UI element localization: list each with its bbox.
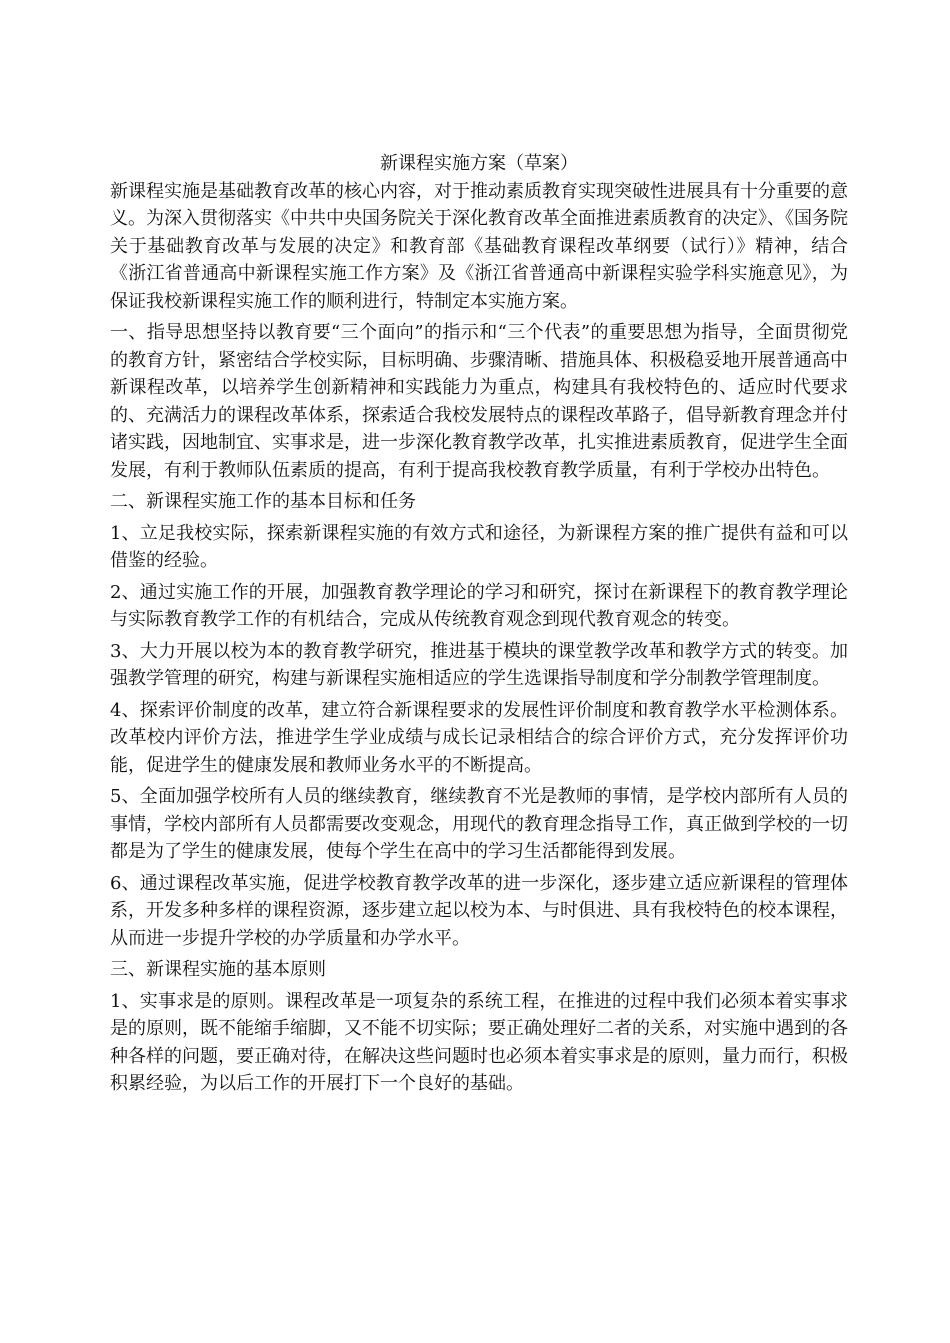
goal-item: 3、大力开展以校为本的教育教学研究，推进基于模块的课堂教学改革和教学方式的转变。加强教学管理的研究，构建与新课程实施相适应的学生选课指导制度和学分制教学管理制度。 [110, 640, 848, 689]
goal-item: 4、探索评价制度的改革，建立符合新课程要求的发展性评价制度和教育教学水平检测体系。改革校内评价方法，推进学生学业成绩与成长记录相结合的综合评价方式，充分发挥评价功能，促进学生的健康发展和教师业务水平的不断提高。 [110, 699, 848, 776]
section-heading-goals: 二、新课程实施工作的基本目标和任务 [110, 491, 416, 512]
goal-item: 5、全面加强学校所有人员的继续教育，继续教育不光是教师的事情，是学校内部所有人员的事情，学校内部所有人员都需要改变观念，用现代的教育理念指导工作，真正做到学校的一切都是为了学生的健康发展，使每个学生在高中的学习生活都能得到发展。 [110, 786, 848, 862]
goal-item: 2、通过实施工作的开展，加强教育教学理论的学习和研究，探讨在新课程下的教育教学理论与实际教育教学工作的有机结合，完成从传统教育观念到现代教育观念的转变。 [110, 581, 848, 630]
document-body [110, 150, 848, 1102]
section-guiding-ideology: 一、指导思想坚持以教育要“三个面向”的指示和“三个代表”的重要思想为指导，全面贯彻党的教育方针，紧密结合学校实际，目标明确、步骤清晰、措施具体、积极稳妥地开展普通高中新课程改革，以培养学生创新精神和实践能力为重点，构建具有我校特色的、适应时代要求的、充满活力的课程改革体系，探索适合我校发展特点的课程改革路子，倡导新教育理念并付诸实践，因地制宜、实事求是，进一步深化教育教学改革，扎实推进素质教育，促进学生全面发展，有利于教师队伍素质的提高，有利于提高我校教育教学质量，有利于学校办出特色。 [110, 322, 848, 481]
section-heading-principles: 三、新课程实施的基本原则 [110, 959, 326, 980]
intro-paragraph: 新课程实施是基础教育改革的核心内容，对于推动素质教育实现突破性进展具有十分重要的意义。为深入贯彻落实《中共中央国务院关于深化教育改革全面推进素质教育的决定》、《国务院关于基础教育改革与发展的决定》和教育部《基础教育课程改革纲要（试行）》精神，结合《浙江省普通高中新课程实施工作方案》及《浙江省普通高中新课程实验学科实施意见》，为保证我校新课程实施工作的顺利进行，特制定本实施方案。 [110, 180, 848, 312]
goal-item: 1、立足我校实际，探索新课程实施的有效方式和途径，为新课程方案的推广提供有益和可以借鉴的经验。 [110, 522, 848, 571]
principle-item: 1、实事求是的原则。课程改革是一项复杂的系统工程，在推进的过程中我们必须本着实事求是的原则，既不能缩手缩脚，又不能不切实际；要正确处理好二者的关系，对实施中遇到的各种各样的问题，要正确对待，在解决这些问题时也必须本着实事求是的原则，量力而行，积极积累经验，为以后工作的开展打下一个良好的基础。 [110, 990, 848, 1094]
document-title: 新课程实施方案（草案） [380, 153, 578, 174]
goal-item: 6、通过课程改革实施，促进学校教育教学改革的进一步深化，逐步建立适应新课程的管理体系，开发多种多样的课程资源，逐步建立起以校为本、与时俱进、具有我校特色的校本课程，从而进一步提升学校的办学质量和办学水平。 [110, 872, 848, 949]
